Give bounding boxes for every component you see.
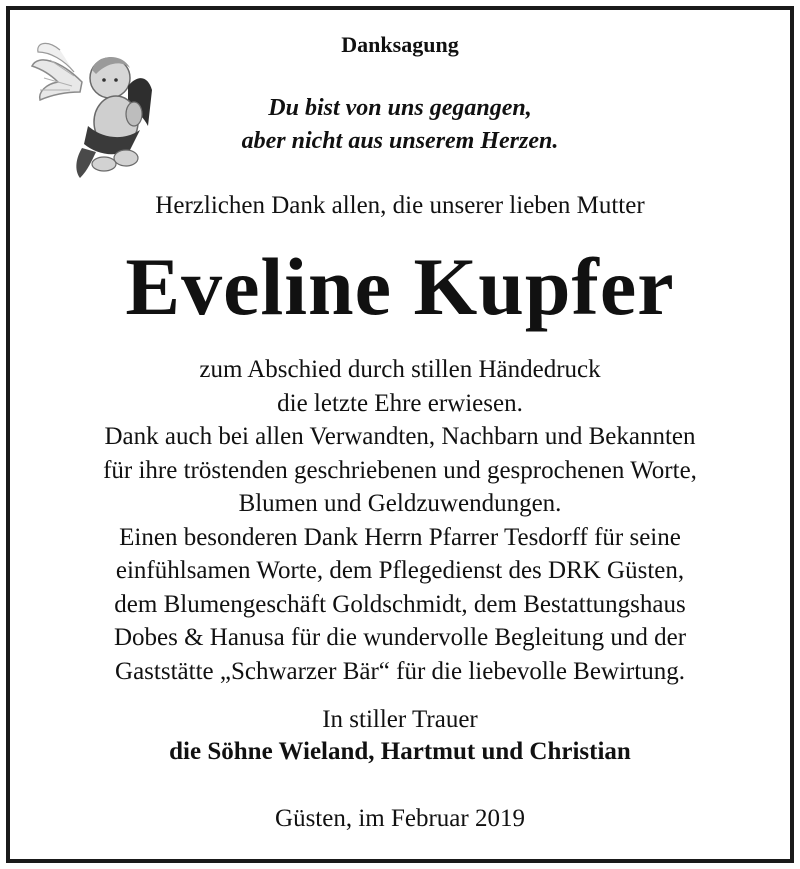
deceased-name: Eveline Kupfer — [125, 241, 675, 332]
mourning-text: In stiller Trauer — [322, 706, 478, 733]
body-line: Gaststätte „Schwarzer Bär“ für die liebevolle Bewirtung. — [115, 657, 685, 685]
family-signature: die Söhne Wieland, Hartmut und Christian — [169, 738, 631, 765]
body-line: Dank auch bei allen Verwandten, Nachbarn und Bekannten — [104, 423, 696, 450]
body-line: Einen besonderen Dank Herrn Pfarrer Tesdorff für seine — [119, 523, 681, 551]
heading: Danksagung — [341, 32, 459, 57]
body-line: zum Abschied durch stillen Händedruck — [199, 356, 601, 383]
thanks-body — [0, 353, 800, 688]
body-line: einfühlsamen Worte, dem Pflegedienst des DRK Güsten, — [115, 557, 685, 584]
intro-text: Herzlichen Dank allen, die unserer lieben Mutter — [155, 192, 645, 219]
body-line: dem Blumengeschäft Goldschmidt, dem Bestattungshaus — [114, 590, 686, 618]
body-line: Blumen und Geldzuwendungen. — [238, 490, 562, 517]
verse-line: aber nicht aus unserem Herzen. — [241, 128, 559, 154]
place-date: Güsten, im Februar 2019 — [275, 805, 525, 832]
body-line: für ihre tröstenden geschriebenen und gesprochenen Worte, — [103, 456, 697, 484]
verse-line: Du bist von uns gegangen, — [268, 95, 532, 121]
body-line: Dobes & Hanusa für die wundervolle Begleitung und der — [113, 624, 687, 651]
body-line: die letzte Ehre erwiesen. — [277, 389, 523, 417]
